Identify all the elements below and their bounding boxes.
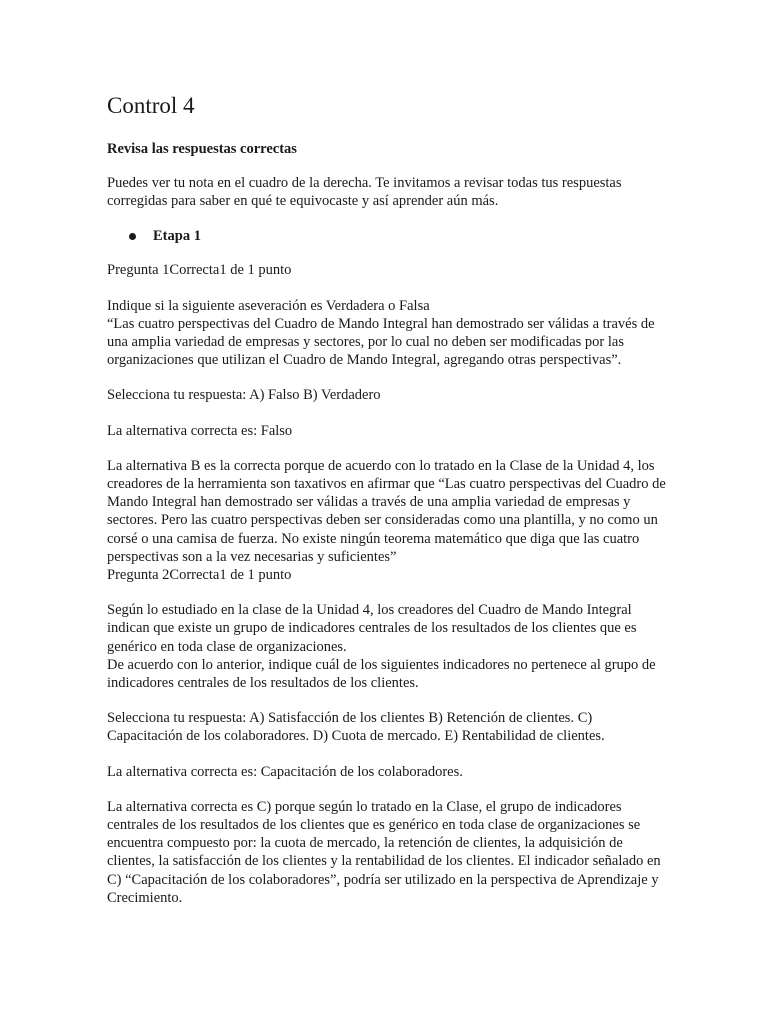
question-header: Pregunta 2Correcta1 de 1 punto <box>107 567 292 584</box>
answer-options: Selecciona tu respuesta: A) Satisfacción de los clientes B) Retención de clientes. C) Capacitación de los colaboradores. D) Cuota de mercado. E) Rentabilidad de clientes. <box>107 710 605 745</box>
question-statement: “Las cuatro perspectivas del Cuadro de Mando Integral han demostrado ser válidas a través de una amplia variedad de empresas y sectores, por lo cual no deben ser modificadas por las organizaciones que utilizan el Cuadro de Mando Integral, agregando otras perspectivas”. <box>107 315 655 369</box>
question-header: Pregunta 1Correcta1 de 1 punto <box>107 262 292 279</box>
page-subtitle: Revisa las respuestas correctas <box>107 141 297 157</box>
question-prompt: Indique si la siguiente aseveración es Verdadera o Falsa <box>107 297 430 314</box>
stage-list-item <box>107 227 668 245</box>
page-title: Control 4 <box>107 93 195 118</box>
intro-paragraph: Puedes ver tu nota en el cuadro de la derecha. Te invitamos a revisar todas tus respuestas corregidas para saber en qué te equivocaste y así aprender aún más. <box>107 175 622 210</box>
answer-explanation: La alternativa correcta es C) porque según lo tratado en la Clase, el grupo de indicadores centrales de los resultados de los clientes que es genérico en toda clase de organizaciones se encuentra compuesto por: la cuota de mercado, la retención de clientes, la adquisición de clientes, la satisfacción de los clientes y la rentabilidad de los clientes. El indicador señalado en C) “Capacitación de los colaboradores”, podría ser utilizado en la perspectiva de Aprendizaje y Crecimiento. <box>107 798 661 906</box>
correct-answer: La alternativa correcta es: Capacitación de los colaboradores. <box>107 763 463 780</box>
correct-answer: La alternativa correcta es: Falso <box>107 422 293 439</box>
bullet-icon <box>129 233 136 240</box>
question-instruction: De acuerdo con lo anterior, indique cuál de los siguientes indicadores no pertenece al grupo de indicadores centrales de los resultados de los clientes. <box>107 656 656 692</box>
stage-label: Etapa 1 <box>153 228 201 245</box>
question-prompt: Según lo estudiado en la clase de la Unidad 4, los creadores del Cuadro de Mando Integral indican que existe un grupo de indicadores centrales de los resultados de los clientes que es genérico en toda clase de organizaciones. <box>107 602 637 655</box>
answer-explanation: La alternativa B es la correcta porque de acuerdo con lo tratado en la Clase de la Unidad 4, los creadores de la herramienta son taxativos en afirmar que “Las cuatro perspectivas del Cuadro de Mando Integral han demostrado ser válidas a través de una amplia variedad de empresas y sectores. Pero las cuatro perspectivas deben ser consideradas como una plantilla, y no como un corsé o una camisa de fuerza. No existe ningún teorema matemático que diga que las cuatro perspectivas son a la vez necesarias y suficientes” <box>107 457 666 565</box>
answer-options: Selecciona tu respuesta: A) Falso B) Verdadero <box>107 387 381 404</box>
